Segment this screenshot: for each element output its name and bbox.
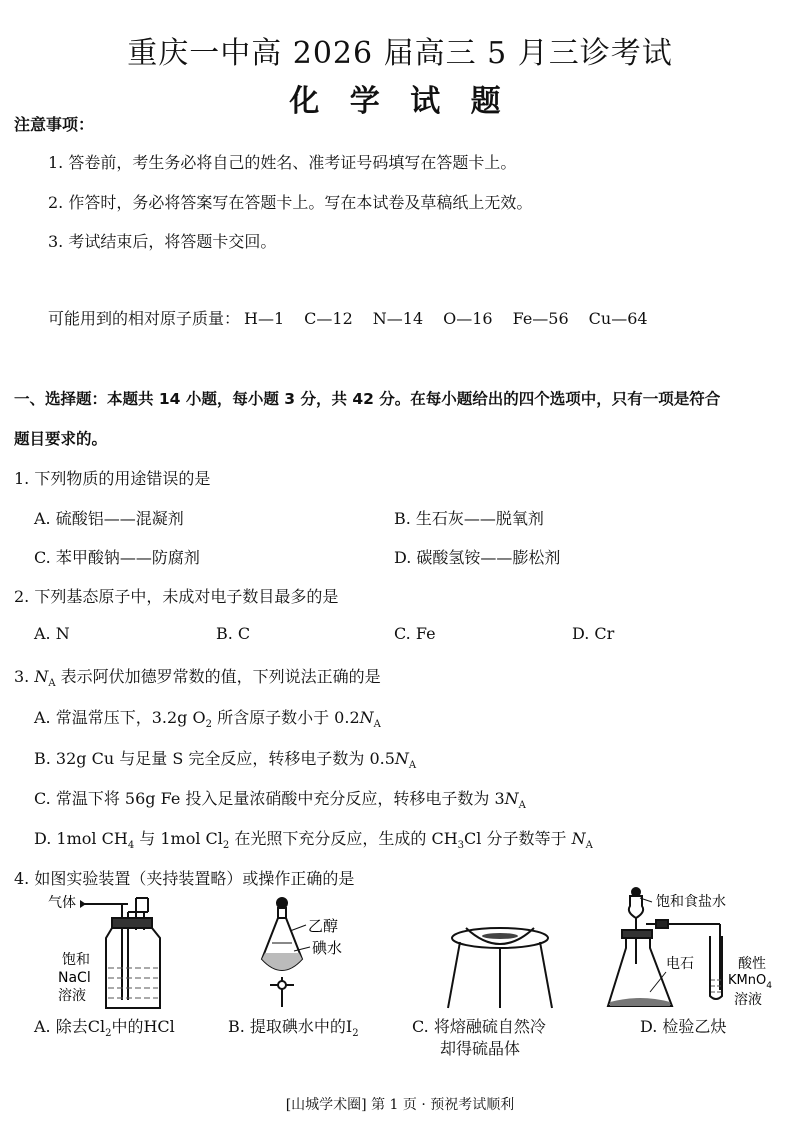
figure-c-evaporating-dish <box>440 908 560 1012</box>
q3-option-d: D. 1mol $CH_4$ 与 1mol $Cl_2$ 在光照下充分反应，生成的 $CH_3Cl$ 分子数等于 $N_A$ <box>34 829 593 852</box>
figure-d-acetylene-apparatus <box>600 884 800 1014</box>
atomic-mass-label: 可能用到的相对原子质量： <box>48 309 241 328</box>
atomic-mass-fe: Fe—56 <box>512 309 569 328</box>
q1-option-b: B. 生石灰——脱氧剂 <box>394 509 544 528</box>
q2-option-b: B. C <box>216 624 251 643</box>
gas-arrow-icon <box>80 900 86 908</box>
notice-item-1: 1. 答卷前，考生务必将自己的姓名、准考证号码填写在答题卡上。 <box>48 153 517 172</box>
figure-a-sat-label-1: 饱和 <box>62 952 90 968</box>
page-title: 重庆一中高 2026 届高三 5 月三诊考试 <box>127 36 673 71</box>
notice-item-3: 3. 考试结束后，将答题卡交回。 <box>48 232 277 251</box>
figure-d-kmno4-label: KMnO$_4$ <box>728 973 772 991</box>
figure-d-solution-label: 溶液 <box>734 992 762 1008</box>
figure-b-caption: B. 提取碘水中的$I_2$ <box>228 1017 359 1040</box>
figure-d-calcium-carbide-label: 电石 <box>666 956 694 972</box>
section-heading-line2: 题目要求的。 <box>14 430 108 448</box>
q3-option-a: A. 常温常压下，3.2g $O_2$ 所含原子数小于 $0.2N_A$ <box>34 708 381 731</box>
figure-d-caption: D. 检验乙炔 <box>640 1017 727 1036</box>
figure-a-sat-label-2: NaCl <box>58 970 91 986</box>
figure-a-wash-bottle <box>40 890 190 1016</box>
figure-d-acidic-label: 酸性 <box>738 956 766 972</box>
q2-option-d: D. Cr <box>572 624 615 643</box>
q3-option-c: C. 常温下将 56g Fe 投入足量浓硝酸中充分反应，转移电子数为 $3N_A$ <box>34 789 526 812</box>
q1-stem: 1. 下列物质的用途错误的是 <box>14 469 211 488</box>
atomic-mass-line <box>48 306 668 329</box>
page-subtitle: 化 学 试 题 <box>289 84 511 119</box>
atomic-mass-n: N—14 <box>372 309 424 328</box>
page-footer: [山城学术圈] 第 1 页 · 预祝考试顺利 <box>285 1097 515 1113</box>
q3-option-b: B. 32g Cu 与足量 S 完全反应，转移电子数为 $0.5N_A$ <box>34 749 417 772</box>
section-heading-line1: 一、选择题：本题共 14 小题，每小题 3 分，共 42 分。在每小题给出的四个选项中，只有一项是符合 <box>14 390 721 408</box>
figure-a-gas-label: 气体 <box>48 895 76 911</box>
q3-stem: 3. $N_A$ 表示阿伏加德罗常数的值，下列说法正确的是 <box>14 667 381 690</box>
atomic-mass-cu: Cu—64 <box>588 309 648 328</box>
notice-item-2: 2. 作答时，务必将答案写在答题卡上。写在本试卷及草稿纸上无效。 <box>48 193 533 212</box>
figure-a-caption: A. 除去$Cl_2$中的HCl <box>34 1017 175 1040</box>
q4-stem: 4. 如图实验装置（夹持装置略）或操作正确的是 <box>14 869 355 888</box>
atomic-mass-o: O—16 <box>443 309 493 328</box>
atomic-mass-h: H—1 <box>244 309 285 328</box>
figure-c-caption-line1: C. 将熔融硫自然冷 <box>412 1017 546 1036</box>
q1-option-c: C. 苯甲酸钠——防腐剂 <box>34 548 200 567</box>
q2-option-a: A. N <box>34 624 70 643</box>
figure-b-iodine-water-label: 碘水 <box>312 939 343 957</box>
atomic-mass-c: C—12 <box>304 309 353 328</box>
figure-c-caption-line2: 却得硫晶体 <box>440 1039 521 1058</box>
q2-stem: 2. 下列基态原子中，未成对电子数目最多的是 <box>14 587 339 606</box>
q2-option-c: C. Fe <box>394 624 436 643</box>
q1-option-d: D. 碳酸氢铵——膨松剂 <box>394 548 561 567</box>
figure-b-ethanol-label: 乙醇 <box>308 917 339 935</box>
figure-a-sat-label-3: 溶液 <box>58 988 86 1004</box>
figure-b-separatory-funnel <box>250 895 370 1013</box>
notice-heading: 注意事项： <box>14 115 95 134</box>
q1-option-a: A. 硫酸铝——混凝剂 <box>34 509 184 528</box>
figure-d-brine-label: 饱和食盐水 <box>656 894 726 910</box>
